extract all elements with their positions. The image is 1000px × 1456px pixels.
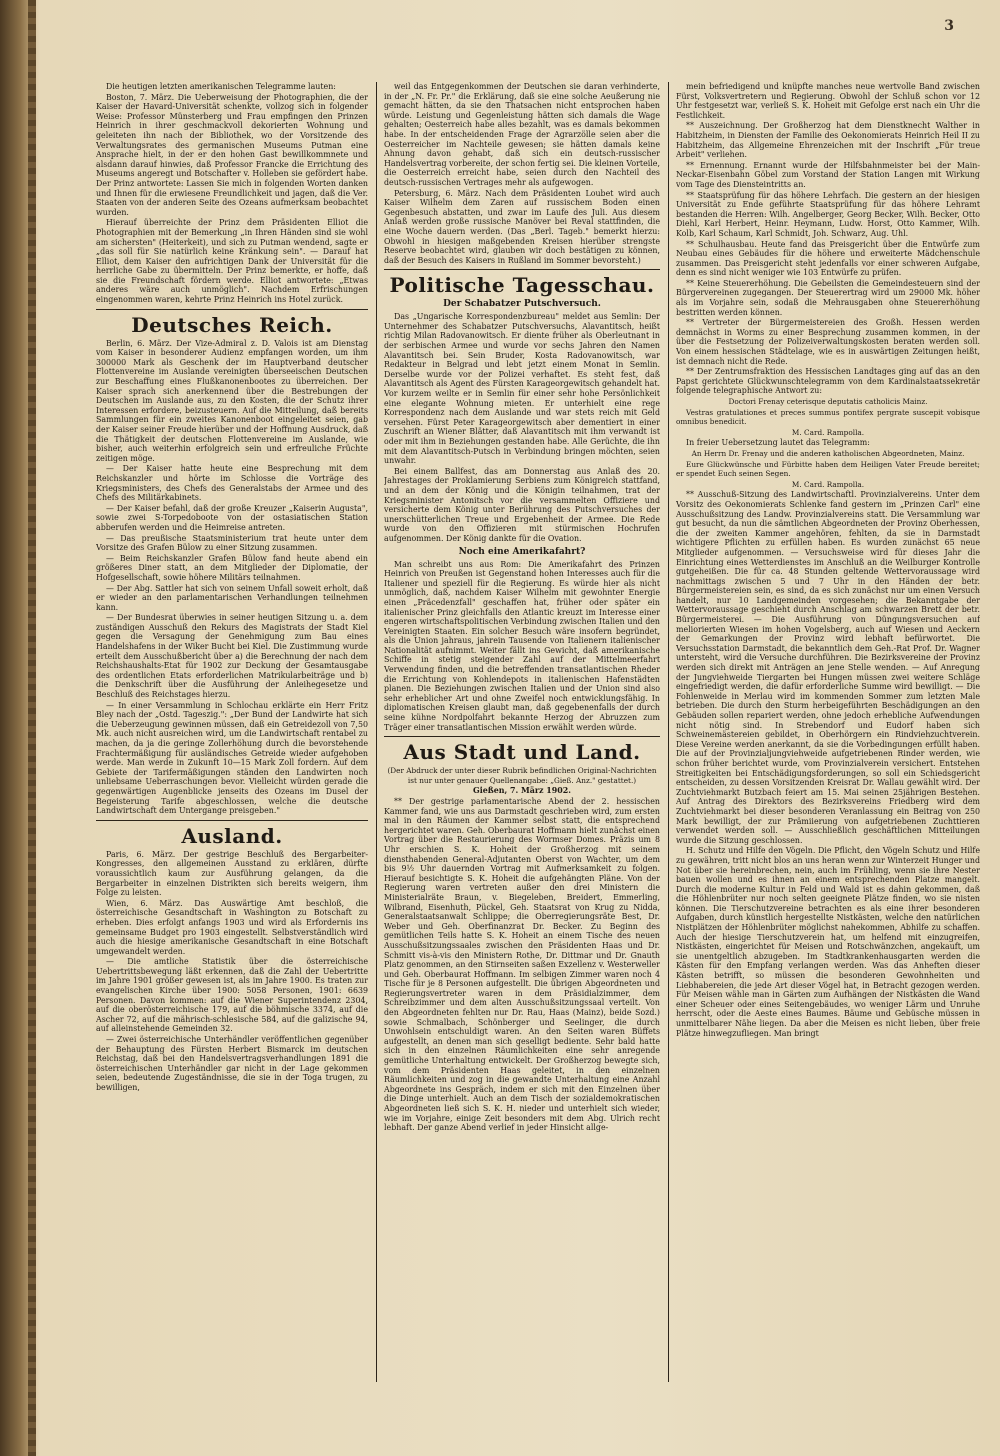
article-diner: — Beim Reichskanzler Grafen Bülow fand heute abend ein größeres Diner statt, an dem Mitglieder der Diplomatie, der Hofgesellschaft, sowie höhere Militärs teilnahmen. xyxy=(96,553,368,582)
translation-text: Eure Glückwünsche und Fürbitte haben dem Heiligen Vater Freude bereitet; er spendet Euch seinen Segen. xyxy=(676,459,980,479)
article-kaiser-reichskanzler: — Der Kaiser hatte heute eine Besprechung mit dem Reichskanzler und hörte im Schlosse die Vorträge des Kriegsministers, des Chefs des Generalstabs der Armee und des Chefs des Militärkabinets. xyxy=(96,464,368,503)
column-3 xyxy=(676,82,980,1382)
dateline: Gießen, 7. März 1902. xyxy=(473,786,571,796)
article-berlin: Berlin, 6. März. Der Vize-Admiral z. D. Valois ist am Dienstag vom Kaiser in besonderer Audienz empfangen worden, um ihm 300000 Mark als Geschenk der im Hauptverband deutscher Flottenvereine im Auslande vereinigten überseeischen Deutschen zur Beschaffung eines Flußkanonenbootes zu überreichen. Der Kaiser sprach sich anerkennend über die Bestrebungen der Deutschen im Auslande aus, zu den Kosten, die der Schutz ihrer Interessen erfordere, beizusteuern. Auf die Mitteilung, daß bereits Sammlungen für ein zweites Kanonenboot eingeleitet seien, gab der Kaiser seiner Freude hierüber und der Hoffnung Ausdruck, daß die Thätigkeit der deutschen Flottenvereine im Auslande, wie bisher, auch weiterhin erfolgreich sein und erfreuliche Früchte zeitigen möge. xyxy=(96,338,368,463)
article-schlochau: — In einer Versammlung in Schlochau erklärte ein Herr Fritz Bley nach der „Ostd. Tageszig.": „Der Bund der Landwirte hat sich die Ueberzeugung gewinnen müssen, daß ein Getreidezoll von 7,50 Mk. auch nicht ausreichen wird, um die Landwirtschaft rentabel zu machen, da ja die geringe Zollerhöhung durch die bevorstehende Frachtermäßigung für ausländisches Getreide wieder aufgehoben werde. Man werde in Zukunft 10—15 Mark Zoll fordern. Auf dem Gebiete der Tarifermäßigungen ständen den Landwirten noch unliebsame Ueberraschungen bevor. Vielleicht würden gerade die gegenwärtigen Augenblicke jenseits des Ozeans im Dusel der Begeisterung Tarife abgeschlossen, welche die deutsche Landwirtschaft dem Untergange preisgeben." xyxy=(96,700,368,816)
article-rom: Man schreibt uns aus Rom: Die Amerikafahrt des Prinzen Heinrich von Preußen ist Gegenstand hohen Interesses auch für die Italiener und speziell für die Regierung. Es würde hier als nicht unmöglich, daß, nachdem Kaiser Wilhelm mit gewohnter Energie einen „Präcedenzfall" geschaffen hat, früher oder später ein italienischer Prinz gleichfalls den Atlantic kreuzt im Interesse einer engeren wirtschaftspolitischen Verbindung zwischen Italien und den Vereinigten Staaten. Ein solcher Besuch wäre insofern begründet, als die Union jahraus, jahrein Tausende von Italienern italienischer Nationalität aufnimmt. Weiter fällt ins Gewicht, daß amerikanische Schiffe in stetig steigender Zahl auf der Mittelmeerfahrt Verwendung finden, und die betreffenden transatlantischen Rheder die Errichtung von Kohlendepots in italienischen Hafenstädten planen. Die Beziehungen zwischen Italien und der Union sind also sehr erheblicher Art und ohne Zweifel noch entwicklungsfähig. In diplomatischen Kreisen glaubt man, daß gegebenenfalls der durch seine kühne Nordpolfahrt bekannte Herzog der Abruzzen zum Träger einer transatlantischen Mission erwählt werden würde. xyxy=(384,559,660,732)
subheading-amerikafahrt: Noch eine Amerikafahrt? xyxy=(458,546,586,557)
article-staatsministerium: — Das preußische Staatsministerium trat heute unter dem Vorsitze des Grafen Bülow zu einer Sitzung zusammen. xyxy=(96,533,368,553)
article-abend-cont: mein befriedigend und knüpfte manches neue wertvolle Band zwischen Fürst, Volksvertretern und Regierung. Obwohl der Schluß schon vor 12 Uhr festgesetzt war, verließ S. K. Hoheit mit Gefolge erst nach ein Uhr die Festlichkeit. xyxy=(676,82,980,120)
telegram-latin-text: Vestras gratulationes et preces summus pontifex pergrate suscepit vobisque omnibus benedicit. xyxy=(676,407,980,427)
translation-intro: In freier Uebersetzung lautet das Telegramm: xyxy=(686,438,870,448)
article-ballfest: Bei einem Ballfest, das am Donnerstag aus Anlaß des 20. Jahrestages der Proklamierung Serbiens zum Königreich stattfand, und an dem der König und die Königin teilnahmen, trat der Kriegsminister Antonitsch vor die versammelten Offiziere und versicherte dem König unter Berührung des Putschversuches der unerschütterlichen Treue und Ergebenheit der Armee. Die Rede wurde von den Offizieren mit stürmischen Hochrufen aufgenommen. Der König dankte für die Ovation. xyxy=(384,466,660,543)
divider xyxy=(96,309,368,310)
telegram-latin-address: Doctori Frenay ceterisque deputatis catholicis Mainz. xyxy=(728,397,928,406)
article-zentrumsfraktion: ** Der Zentrumsfraktion des Hessischen Landtages ging auf das an den Papst gerichtete Glückwunschtelegramm von dem Kardinalstaatssekretär folgende telegraphische Antwort zu: xyxy=(676,367,980,396)
article-buergermeistereien: ** Vertreter der Bürgermeistereien des Großh. Hessen werden demnächst in Worms zu einer Besprechung zusammen kommen, in der über die Festsetzung der Polizeiverwaltungskosten beraten werden soll. Von einem hessischen Städtelage, wie es in auswärtigen Zeitungen heißt, ist demnach nicht die Rede. xyxy=(676,318,980,366)
divider xyxy=(384,736,660,737)
article-voegel: H. Schutz und Hilfe den Vögeln. Die Pflicht, den Vögeln Schutz und Hilfe zu gewähren, tritt nicht blos an uns heran wenn zur Winterzeit Hunger und Not über sie hereinbrechen, nein, auch im Frühling, wenn sie ihre Nester bauen wollen und es ihnen an einem entsprechenden Platze mangelt. Durch die moderne Kultur in Feld und Wald ist es dahin gekommen, daß die Höhlenbrüter nur noch selten geeignete Plätze finden, wo sie nisten können. Die Tierschutzvereine betrachten es als eine ihrer besonderen Aufgaben, durch künstlich hergestellte Nistkästen, welche den natürlichen Nistplätzen der Höhlenbrüter möglichst nahekommen, Abhilfe zu schaffen. Auch der hiesige Tierschutzverein hat, um helfend mit einzugreifen, Nistkästen, eingerichtet für Meisen und Rotschwänzchen, angekauft, um sie unentgeltlich abzugeben. Im Stadtkrankenhausgarten werden die Kästen für den Empfang verlangen werden. Was das Anheften dieser Kästen betrifft, so müssen die besonderen Gewohnheiten und Liebhabereien, die jede Art dieser Vögel hat, in Betracht gezogen werden. Für Meisen wähle man in Gärten zum Aufhängen der Nistkästen die Wand einer Scheuer oder eines Seitengebäudes, wo weniger Lärm und Unruhe herrscht, oder die Aeste eines Baumes. Bäume und Gebüsche müssen in unmittelbarer Nähe liegen. Da aber die Meisen es nicht lieben, über freie Plätze hinwegzufliegen. Man bringt xyxy=(676,846,980,1038)
divider xyxy=(96,820,368,821)
article-ausschuss-sitzung: ** Ausschuß-Sitzung des Landwirtschaftl. Provinzialvereins. Unter dem Vorsitz des Oekonomierats Schlenke fand gestern im „Prinzen Carl" eine Ausschußsitzung des Landw. Provinzialvereins statt. Die Versammlung war gut besucht, da nun die sämtlichen Abgeordneten der Provinz Oberhessen, die der zweiten Kammer angehören, fehlten, da sie in Darmstadt wichtigere Pflichten zu erfüllen haben. Es wurden zunächst 65 neue Mitglieder aufgenommen. — Versuchsweise wird für dieses Jahr die Einrichtung eines Wetterdienstes im Anschluß an die Weilburger Kontrolle gutgeheißen. Die für ca. 48 Stunden geltende Wettervoraussage wird nachmittags zwischen 5 und 7 Uhr in den Händen der betr. Bürgermeistereien sein, es sind, da es sich zunächst nur um einen Versuch handelt, nur 10 Landgemeinden vorgesehen; die Bekanntgabe der Wettervoraussage geschieht durch Anschlag am schwarzen Brett der betr. Bürgermeisterei. — Die Ausführung von Düngungsversuchen auf meliorierten Wiesen im hohen Vogelsberg, auch auf Wiesen und Aeckern der Gemarkungen der Provinz wird lebhaft befürwortet. Die Versuchsstation Darmstadt, die bekanntlich dem Geh.-Rat Prof. Dr. Wagner untersteht, wird die Versuche durchführen. Die Bezirksvereine der Provinz werden sich direkt mit Anträgen an jene Stelle wenden. — Auf Anregung der Jungviehweide Tiergarten bei Hungen müssen zwei weitere Schläge eingefriedigt werden, die dafür erforderliche Summe wird bewilligt. — Die Fohlenweide in Merlau wird im kommenden Sommer zum letzten Male betrieben. Die durch den Sturm herbeigeführten Beschädigungen an den Gebäuden sollen repariert werden, ohne jedoch erhebliche Aufwendungen nicht nötig sind. In Strebendorf und Eudorf haben sich Schweinemästereien gebildet, in Oberhörgern ein Rindviehzuchtverein. Diese Vereine werden anerkannt, da sie die Vorbedingungen erfüllt haben. Die auf der Provinzialjungviehweide aufgetriebenen Rinder werden, wie schon früher berichtet wurde, vom Provinzialverein versichert. Entstehen Streitigkeiten bei Entschädigungsforderungen, so soll ein Schiedsgericht entscheiden, zu dessen Vorsitzenden Kreisrat Dr. Wallau gewählt wird. Der Zuchtviehmarkt Butzbach feiert am 15. Mai seinen 25jährigen Bestehen. Auf Antrag des Direktors des Bezirksvereins Friedberg wird dem Zuchtviehmarkt bei dieser besonderen Veranlassung ein Beitrag von 250 Mark bewilligt, der zur Prämiierung von aufgetriebenen Zuchttieren verwendet werden soll. — Ausschließlich geschäftlichen Mitteilungen wurde die Sitzung geschlossen. xyxy=(676,490,980,845)
article-wien: Wien, 6. März. Das Auswärtige Amt beschloß, die österreichische Gesandtschaft in Washington zu Botschaft zu erheben. Dies erfolgt anfangs 1903 und wird als Erfordernis ins gemeinsame Budget pro 1903 eingestellt. Selbstverständlich wird auch die hiesige amerikanische Gesandtschaft in eine Botschaft umgewandelt werden. xyxy=(96,898,368,956)
binding-tape xyxy=(28,0,36,1456)
article-schulhausbau: ** Schulhausbau. Heute fand das Preisgericht über die Entwürfe zum Neubau eines Gebäudes für die höhere und erweiterte Mädchenschule zusammen. Das Preisgericht steht jedenfalls vor einer schweren Aufgabe, denn es sind nicht weniger wie 103 Entwürfe zu prüfen. xyxy=(676,239,980,278)
article-sattler: — Der Abg. Sattler hat sich von seinem Unfall soweit erholt, daß er wieder an den parlamentarischen Verhandlungen teilnehmen kann. xyxy=(96,583,368,612)
section-heading-stadt-land: Aus Stadt und Land. xyxy=(403,740,641,765)
article-auszeichnung: ** Auszeichnung. Der Großherzog hat dem Dienstknecht Walther in Habitzheim, in Diensten der Familie des Oekonomierats Heinrich Heil II zu Habitzheim, das Allgemeine Ehrenzeichen mit der Inschrift „Für treue Arbeit" verliehen. xyxy=(676,121,980,160)
telegram-latin-signature: M. Card. Rampolla. xyxy=(791,427,865,437)
section-heading-ausland: Ausland. xyxy=(181,823,283,848)
column-rule xyxy=(376,82,377,1382)
translation-address: An Herrn Dr. Frenay und die anderen katholischen Abgeordneten, Mainz. xyxy=(691,448,965,458)
article-semlin: Das „Ungarische Korrespondenzbureau" meldet aus Semlin: Der Unternehmer des Schabatzer Putschversuchs, Alavantitsch, heißt richtig Milan Radovanowitsch. Er diente früher als Oberleutnant in der serbischen Armee und wurde vor sechs Jahren den Namen Alavantitsch bei. Sein Bruder, Kosta Radovanowitsch, war Redakteur in Belgrad und lebt jetzt einem Monat in Semlin. Derselbe wurde vor der Polizei verhaftet. Es steht fest, daß Alavantitsch als Agent des Fürsten Karageorgewitsch gehandelt hat. Vor kurzem weilte er in Semlin für einer sehr hohe Persönlichkeit eine elegante Wohnung mieten. Er unterhielt eine rege Korrespondenz nach dem Auslande und war stets reich mit Geld versehen. Fürst Peter Karageorgewitsch aber dementiert in einer Zuschrift an Wiener Blätter, daß Alavantitsch mit ihm verwandt ist oder mit ihm in Beziehungen gestanden habe. Alle Gerüchte, die ihn mit dem Alavantitsch-Putsch in Verbindung bringen möchten, seien unwahr. xyxy=(384,312,660,466)
column-rule xyxy=(668,82,669,1382)
subheading-putschversuch: Der Schabatzer Putschversuch. xyxy=(443,299,601,310)
telegram-intro: Die heutigen letzten amerikanischen Telegramme lauten: xyxy=(106,82,336,91)
article-unterhaendler: — Zwei österreichische Unterhändler veröffentlichen gegenüber der Behauptung des Fürsten Herbert Bismarck im deutschen Reichstag, daß bei den Handelsvertragsverhandlungen 1891 die österreichischen Unterhändler gar nicht in der Lage gekommen seien, bedeutende Zugeständnisse, die sie in der Toga trugen, zu bewilligen, xyxy=(96,1035,368,1092)
translation-signature: M. Card. Rampolla. xyxy=(791,479,865,489)
article-boston: Boston, 7. März. Die Ueberweisung der Photographien, die der Kaiser der Havard-Universität schenkte, vollzog sich in folgender Weise: Professor Münsterberg und Frau empfingen den Prinzen Heinrich in ihrer geschmackvoll dekorierten Wohnung und geleiteten ihn nach der Bibliothek, wo der Vorsitzende des Verwaltungsrates des germanischen Museums Putman eine Ansprache hielt, in der er den hohen Gast bewillkommnete und alsdann darauf hinwies, daß Professor Francke die Errichtung des Museums angeregt und Botschafter v. Holleben sie gefördert habe. Der Prinz antwortete: Lassen Sie mich in folgenden Worten danken und Ihnen für die erwiesene Freundlichkeit und jagen, daß die Ver. Staaten von der anderen Seite des Ozeans aufmerksam beobachtet wurden. xyxy=(96,92,368,217)
column-1 xyxy=(96,82,368,1382)
newspaper-sheet xyxy=(96,82,980,1382)
divider xyxy=(384,269,660,270)
article-kreuzer: — Der Kaiser befahl, daß der große Kreuzer „Kaiserin Augusta", sowie zwei S-Torpedoboote von der ostasiatischen Station abberufen werden und die Heimreise antreten. xyxy=(96,503,368,532)
article-bundesrat: — Der Bundesrat überwies in seiner heutigen Sitzung u. a. dem zuständigen Ausschuß den Rekurs des Magistrats der Stadt Kiel gegen die Versagung der Genehmigung zum Bau eines Handelshafens in der Wiker Bucht bei Kiel. Die Zustimmung wurde erteilt dem Ausschußbericht über a) die Berechnung der nach dem Reichshaushalts-Etat für 1902 zur Deckung der Gesamtausgabe des ordentlichen Etats erforderlichen Matrikularbeiträge und b) die Denkschrift über die Ausführung der Anleihegesetze und Beschluß des Reichstages hierzu. xyxy=(96,613,368,700)
article-boston-cont: Hierauf überreichte der Prinz dem Präsidenten Elliot die Photographien mit der Bemerkung „in Ihren Händen sind sie wohl am sichersten" (Heiterkeit), und sich zu Putman wendend, sagte er „das soll für Sie natürlich keine Kränkung sein". — Darauf hat Elliot, dem Kaiser den aufrichtigen Dank der Universität für die herrliche Gabe zu übermitteln. Der Prinz bemerkte, er hoffe, daß sie die Freundschaft fördern werde. Elliot antwortete: „Etwas anderes wäre auch unmöglich". Nachdem Erfrischungen eingenommen waren, kehrte Prinz Heinrich ins Hotel zurück. xyxy=(96,218,368,305)
article-steuer: ** Keine Steuererhöhung. Die Gebeilsten die Gemeindesteuern sind der Bürgervereinen zugegangen. Der Steuerertrag wird um 29000 Mk. höher als im Vorjahre sein, sodaß die Mehrausgaben ohne Steuererhöhung bestritten werden können. xyxy=(676,278,980,317)
section-heading-deutsches-reich: Deutsches Reich. xyxy=(131,312,333,337)
article-parlamentarischer-abend: ** Der gestrige parlamentarische Abend der 2. hessischen Kammer fand, wie uns aus Darmstadt geschrieben wird, zum ersten mal in den Räumen der Kammer selbst statt, die entsprechend hergerichtet waren. Geh. Oberbaurat Hoffmann hielt zunächst einen Vortrag über die Restaurierung des Wormser Domes. Präzis um 8 Uhr erschien S. K. Hoheit der Großherzog mit seinem diensthabenden General-Adjutanten Oberst von Wachter, um dem bis 9½ Uhr dauernden Vortrag mit Aufmerksamkeit zu folgen. Hierauf besichtigte S. K. Hoheit die aufgehängten Pläne. Von der Regierung waren vertreten außer den drei Ministern die Ministerialräte Braun, v. Biegeleben, Breidert, Emmerling, Wilbrand, Eisenhuth, Pückel, Geh. Staatsrat von Krug zu Nidda, Generalstaatsanwalt Schlippe; die Oberregierungsräte Best, Dr. Weber und Geh. Oberfinanzrat Dr. Becker. Zu Beginn des gemütlichen Teils hatte S. K. Hoheit an einem Tische des neuen Ausschußsitzungssaales zwischen den Präsidenten Haas und Dr. Schmitt vis-à-vis den Ministern Rothe, Dr. Dittmar und Dr. Gnauth Platz genommen, an den Stirnseiten saßen Exzellenz v. Westerweller und Geh. Oberbaurat Hoffmann. Im selbigen Zimmer waren noch 4 Tische für je 8 Personen aufgestellt. Die übrigen Abgeordneten und Regierungsvertreter waren in dem Präsidialzimmer, dem Schreibzimmer und dem alten Ausschußsitzungssaal verteilt. Von den Abgeordneten fehlten nur Dr. Rau, Haas (Mainz), beide Sozd.) sowie Schmalbach, Schönberger und Seelinger, die durch Unwohlsein entschuldigt waren. An den Seiten waren Büffets aufgestellt, an denen man sich geselligt bediente. Sehr bald hatte sich in den einzelnen Räumlichkeiten eine sehr anregende gemütliche Unterhaltung entwickelt. Der Großherzog bewegte sich, vom dem Präsidenten Haas geleitet, in den einzelnen Räumlichkeiten und zog in die gewandte Unterhaltung eine Anzahl Abgeordnete ins Gespräch, indem er sich mit den Einzelnen über die Dinge unterhielt. Auch an dem Tisch der sozialdemokratischen Abgeordneten ließ sich S. K. H. nieder und unterhielt sich wieder, wie im Vorjahre, einige Zeit besonders mit dem Abg. Ulrich recht lebhaft. Der ganze Abend verlief in jeder Hinsicht allge- xyxy=(384,797,660,1133)
page-number: 3 xyxy=(944,18,954,34)
article-statistik: — Die amtliche Statistik über die österreichische Uebertrittsbewegung läßt erkennen, daß die Zahl der Uebertritte im Jahre 1901 größer gewesen ist, als im Jahre 1900. Es traten zur evangelischen Kirche über 1900: 5058 Personen, 1901: 6639 Personen. Davon kommen: auf die Wiener Superintendenz 2304, auf die oberösterreichische 179, auf die böhmische 3374, auf die Ascher 72, auf die mährisch-schlesische 584, auf die galizische 94, auf alleinstehende Gemeinden 32. xyxy=(96,957,368,1034)
article-petersburg: Petersburg, 6. März. Nach dem Präsidenten Loubet wird auch Kaiser Wilhelm dem Zaren auf russischem Boden einen Gegenbesuch abstatten, und zwar im Laufe des Juli. Aus diesem Anlaß werden große russische Manöver bei Reval stattfinden, die eine Woche dauern werden. (Das „Berl. Tageb." bemerkt hierzu: Obwohl in hiesigen maßgebenden Kreisen hierüber strengste Reserve beobachtet wird, glauben wir doch bestätigen zu können, daß der Besuch des Kaisers in Rußland im Sommer bevorsteht.) xyxy=(384,188,660,265)
section-heading-tagesschau: Politische Tagesschau. xyxy=(389,273,655,298)
article-ernennung: ** Ernennung. Ernannt wurde der Hilfsbahnmeister bei der Main-Neckar-Eisenbahn Göbel zum Vorstand der Station Langen mit Wirkung vom Tage des Diensteintritts an. xyxy=(676,160,980,189)
article-paris: Paris, 6. März. Der gestrige Beschluß des Bergarbeiter-Kongresses, den allgemeinen Ausstand zu erklären, dürfte voraussichtlich kaum zur Ausführung gelangen, da die Bergarbeiter in einzelnen Distrikten sich bereits weigern, ihm Folge zu leisten. xyxy=(96,849,368,898)
column-2 xyxy=(384,82,660,1382)
article-staatspruefung: ** Staatsprüfung für das höhere Lehrfach. Die gestern an der hiesigen Universität zu Ende geführte Staatsprüfung für das höhere Lehramt bestanden die Herren: Wilh. Angelberger, Georg Becker, Wilh. Becker, Otto Diehl, Karl Herbert, Heinr. Heymann, Ludw. Horst, Otto Kammer, Wilh. Kolb, Karl Schaum, Karl Schmidt, Joh. Schwarz, Aug. Uhl. xyxy=(676,190,980,238)
article-unterhaendler-cont: weil das Entgegenkommen der Deutschen sie daran verhinderte, in der „N. Fr. Pr." die Erklärung, daß sie eine solche Aeußerung nie gemacht hätten, da sie den Thatsachen nicht entsprochen haben würde. Leistung und Gegenleistung hätten sich damals die Wage gehalten; Oesterreich habe alles bezahlt, was es damals bekommen habe. In der entscheidenden Frage der Agrarzölle seien aber die Oesterreicher im Nachteile gewesen; sie hätten damals keine Ahnung davon gehabt, daß sich ein deutsch-russischer Handelsvertrag vorbereite, der schon fertig sei. Die kleinen Vorteile, die Oesterreich erreicht habe, seien durch den Nachteil des deutsch-russischen Vertrages mehr als aufgewogen. xyxy=(384,82,660,187)
reprint-note: (Der Abdruck der unter dieser Rubrik befindlichen Original-Nachrichten ist nur unter genauer Quellenangabe: „Gieß. Anz." gestattet.) xyxy=(387,766,657,785)
